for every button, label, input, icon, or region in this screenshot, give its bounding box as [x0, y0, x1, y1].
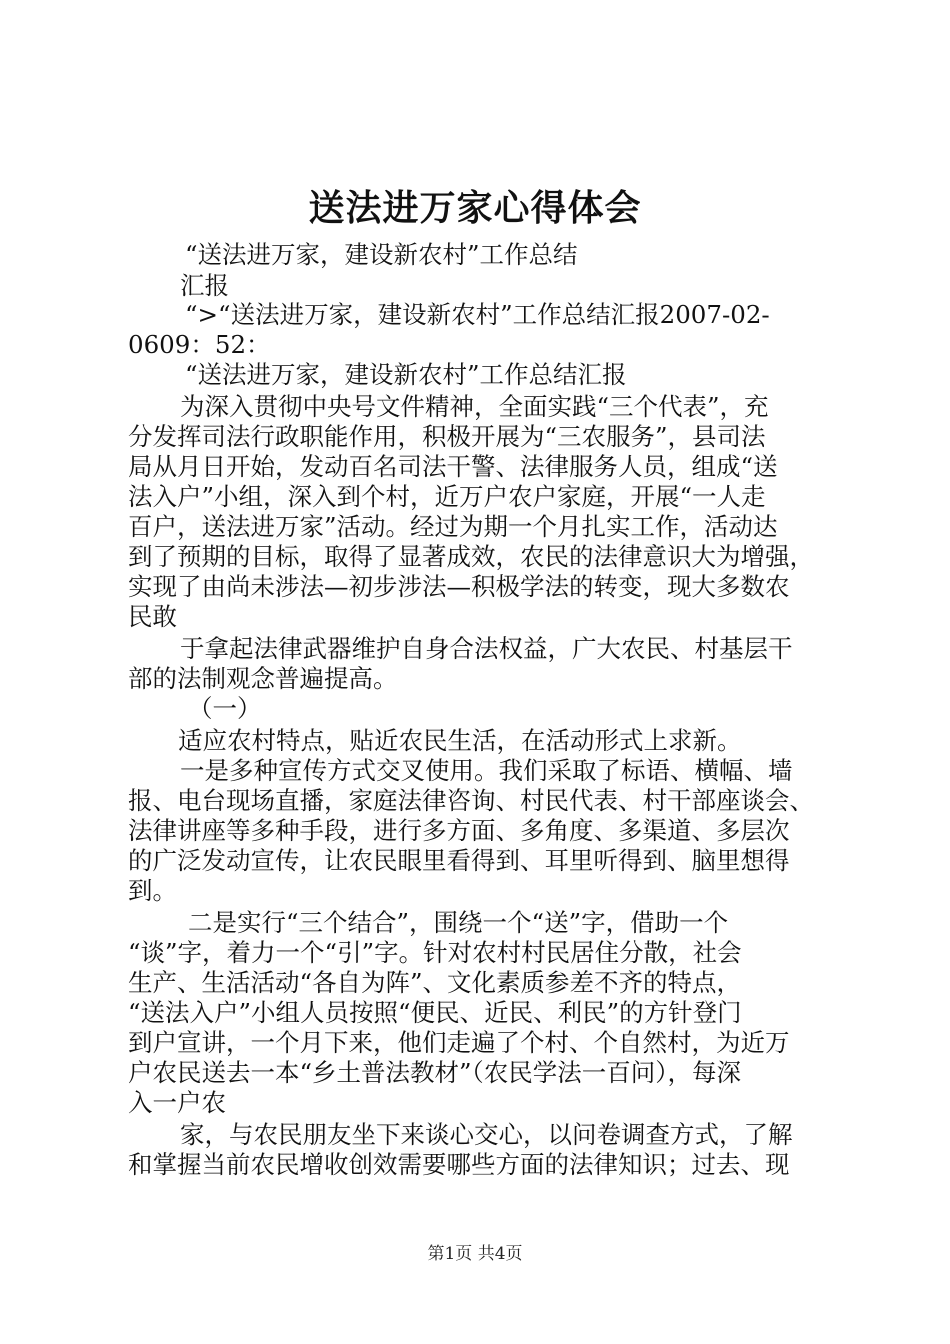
text-line: 的广泛发动宣传，让农民眼里看得到、耳里听得到、脑里想得 [128, 846, 790, 875]
text-line: “送法进万家，建设新农村”工作总结 [185, 240, 578, 269]
text-line: 到了预期的目标，取得了显著成效，农民的法律意识大为增强， [128, 542, 814, 571]
page-footer: 第1页 共4页 [427, 1244, 523, 1264]
page-title: 送法进万家心得体会 [308, 187, 642, 229]
text-line: 民敢 [128, 602, 177, 631]
text-line: 一是多种宣传方式交叉使用。我们采取了标语、横幅、墙 [180, 756, 793, 785]
text-line: 入一户农 [128, 1088, 226, 1117]
text-line: 法入户”小组，深入到个村，近万户农户家庭，开展“一人走 [128, 482, 766, 511]
text-line: “>“送法进万家，建设新农村”工作总结汇报2007-02- [185, 300, 770, 329]
text-line: （一） [188, 694, 262, 723]
text-line: 适应农村特点，贴近农民生活，在活动形式上求新。 [178, 726, 742, 755]
text-line: 百户，送法进万家”活动。经过为期一个月扎实工作，活动达 [128, 512, 778, 541]
text-line: 汇报 [180, 271, 229, 300]
text-line: 和掌握当前农民增收创效需要哪些方面的法律知识；过去、现 [128, 1150, 790, 1179]
text-line: 家，与农民朋友坐下来谈心交心，以问卷调查方式，了解 [180, 1120, 793, 1149]
text-line: 报、电台现场直播，家庭法律咨询、村民代表、村干部座谈会、 [128, 786, 814, 815]
text-line: 户农民送去一本“乡土普法教材”（农民学法一百问），每深 [128, 1058, 742, 1087]
text-line: 二是实行“三个结合”，围绕一个“送”字，借助一个 [188, 908, 729, 937]
text-line: 生产、生活活动“各自为阵”、文化素质参差不齐的特点， [128, 968, 742, 997]
text-line: 于拿起法律武器维护自身合法权益，广大农民、村基层干 [180, 634, 793, 663]
text-line: 部的法制观念普遍提高。 [128, 664, 398, 693]
text-line: 为深入贯彻中央号文件精神，全面实践“三个代表”，充 [180, 392, 769, 421]
text-line: 到户宣讲，一个月下来，他们走遍了个村、个自然村，为近万 [128, 1028, 790, 1057]
text-line: 分发挥司法行政职能作用，积极开展为“三农服务”，县司法 [128, 422, 766, 451]
text-line: 0609：52： [128, 330, 271, 359]
text-line: 到。 [128, 876, 177, 905]
text-line: 法律讲座等多种手段，进行多方面、多角度、多渠道、多层次 [128, 816, 790, 845]
text-line: “送法入户”小组人员按照“便民、近民、利民”的方针登门 [128, 998, 742, 1027]
text-line: “谈”字，着力一个“引”字。针对农村村民居住分散，社会 [128, 938, 742, 967]
text-line: 实现了由尚未涉法—初步涉法—积极学法的转变，现大多数农 [128, 572, 790, 601]
text-line: 局从月日开始，发动百名司法干警、法律服务人员，组成“送 [128, 452, 778, 481]
text-line: “送法进万家，建设新农村”工作总结汇报 [185, 360, 627, 389]
